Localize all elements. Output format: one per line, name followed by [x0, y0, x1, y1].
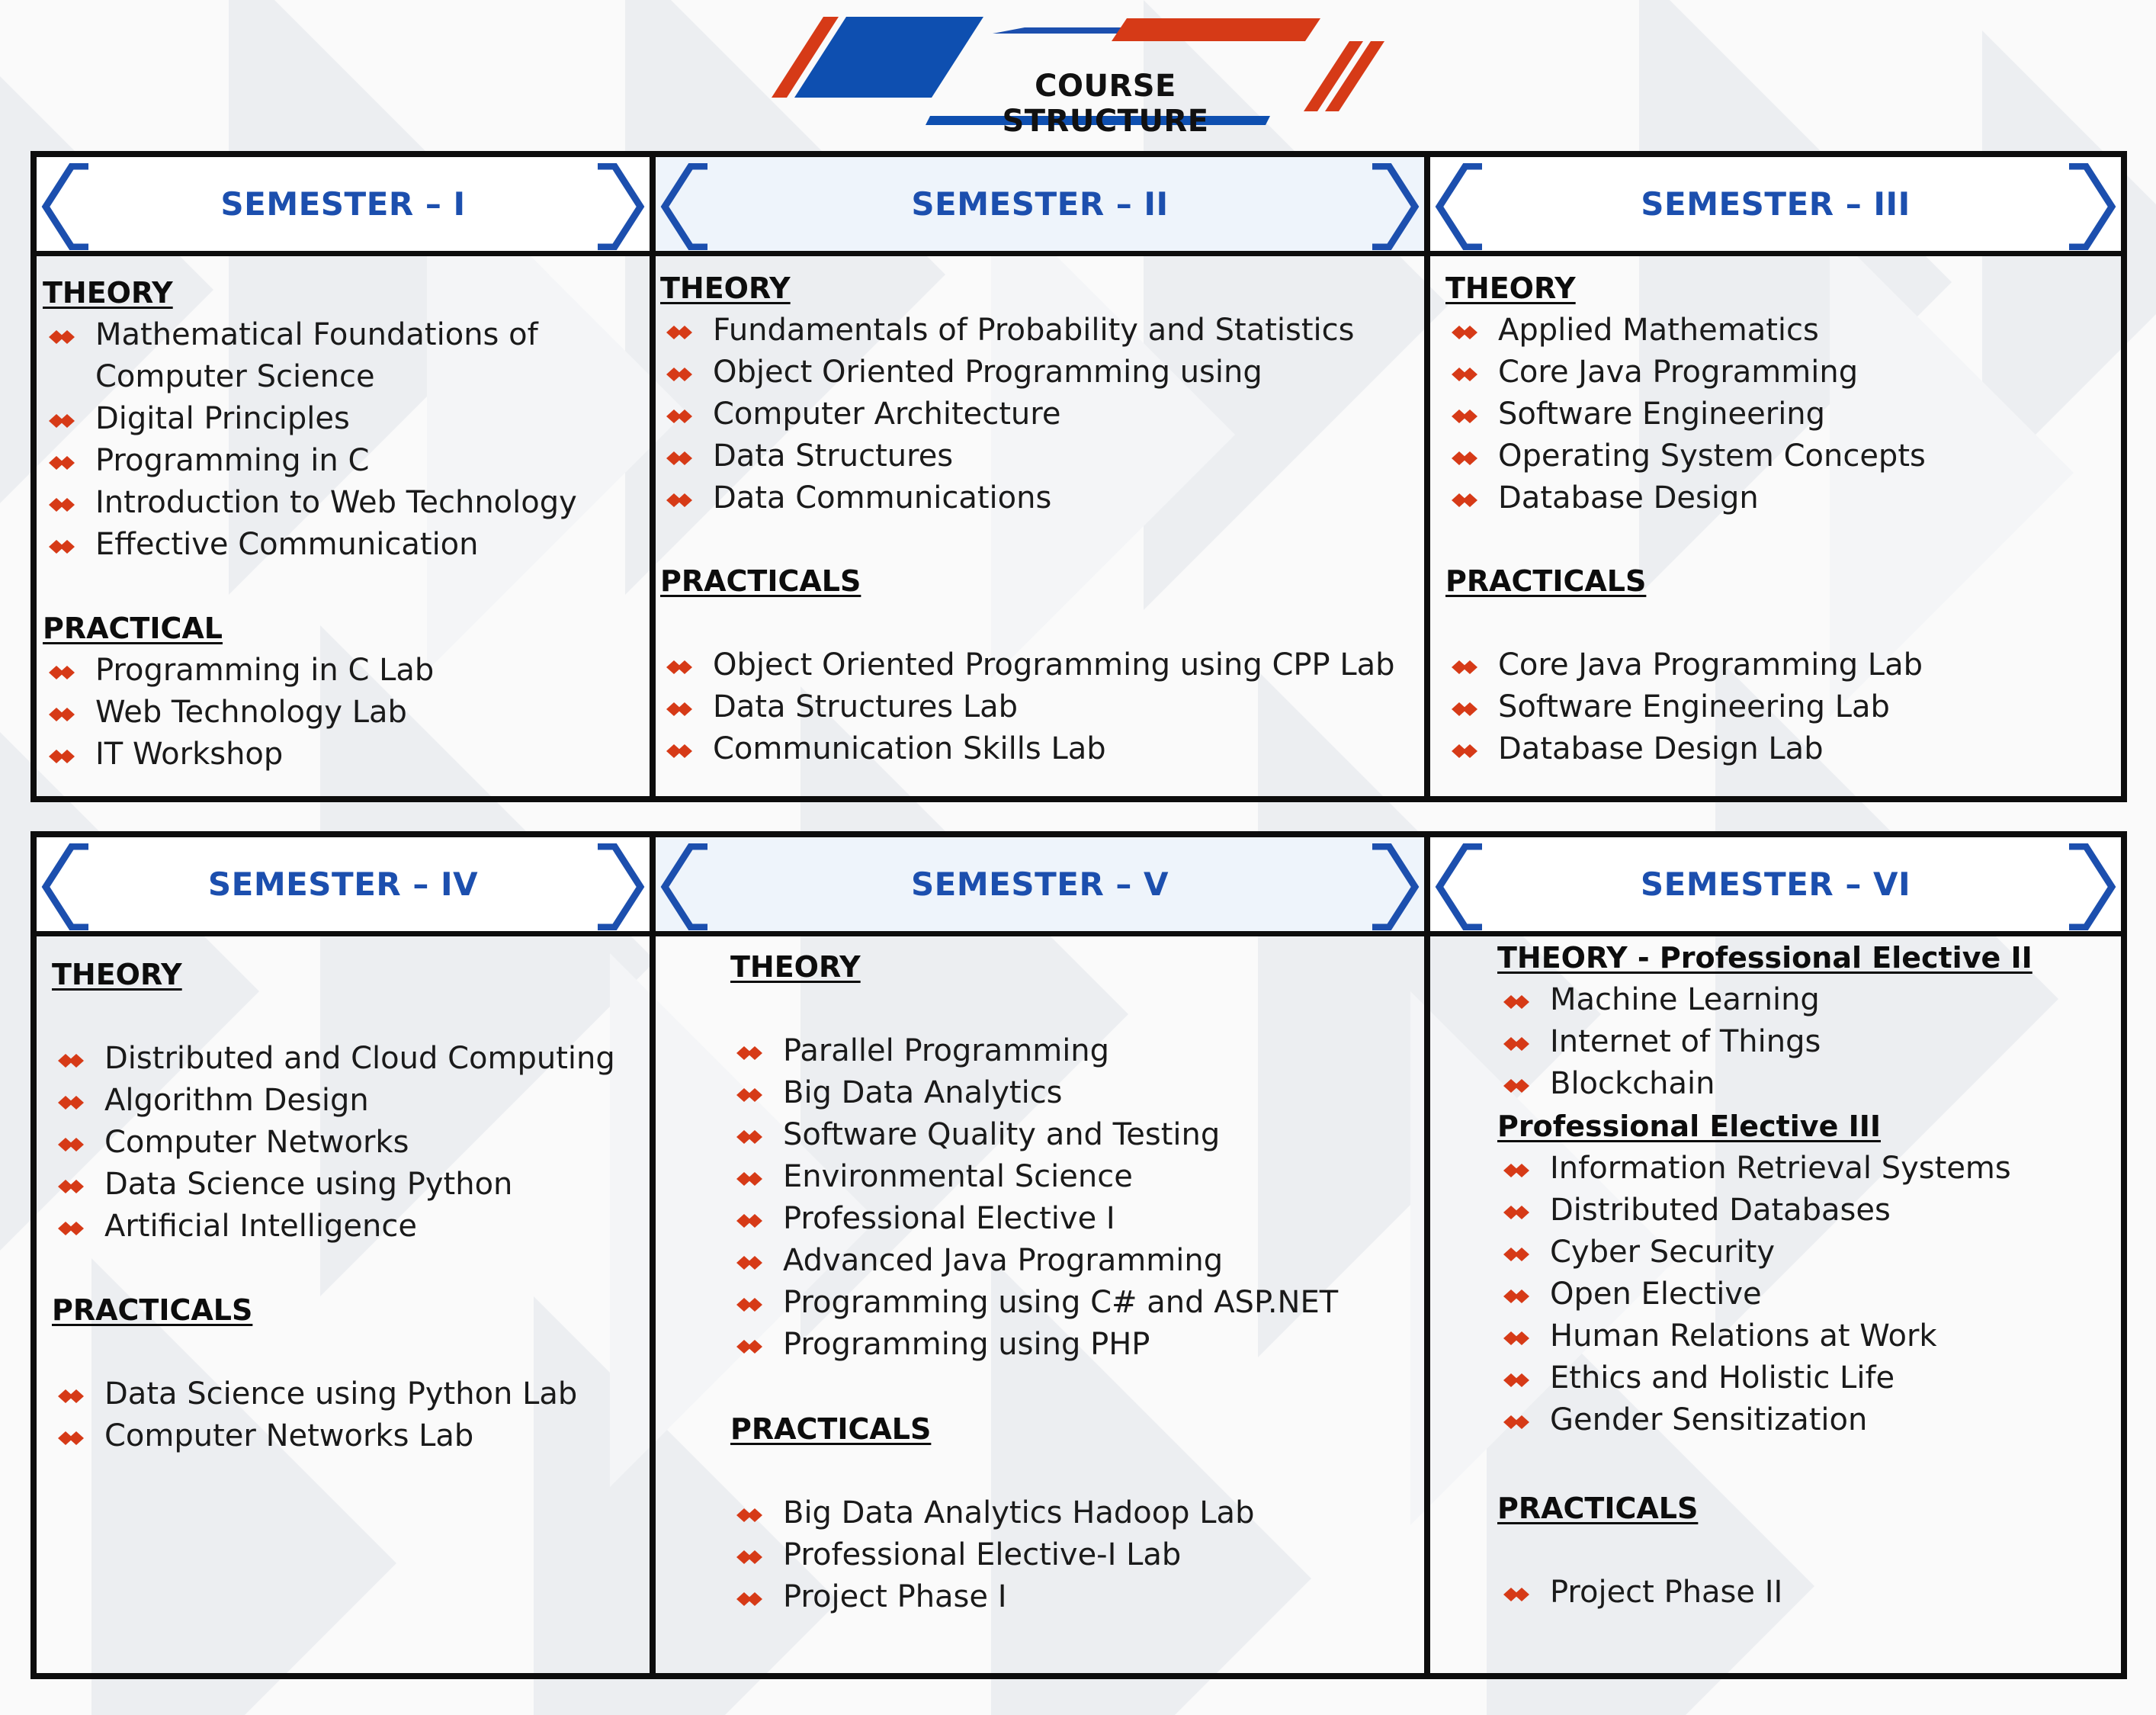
list-item: Applied Mathematics: [1445, 310, 2116, 352]
course-list: [730, 1030, 1416, 1366]
course-list: [660, 644, 1423, 770]
list-item: Information Retrieval Systems: [1497, 1148, 2115, 1190]
section-title: THEORY: [52, 958, 182, 991]
double-chevron-right-icon: [47, 748, 76, 765]
list-item: Software Quality and Testing: [730, 1114, 1416, 1156]
double-chevron-right-icon: [735, 1212, 764, 1229]
double-chevron-right-icon: [1450, 492, 1479, 509]
double-chevron-right-icon: [56, 1178, 85, 1195]
list-item: IT Workshop: [43, 734, 637, 776]
double-chevron-right-icon: [56, 1136, 85, 1153]
list-item: Data Structures Lab: [660, 686, 1423, 728]
list-item: Operating System Concepts: [1445, 435, 2116, 477]
double-chevron-right-icon: [47, 706, 76, 723]
semester-6-body: [1430, 936, 2121, 1673]
section-title: PRACTICAL: [43, 612, 223, 645]
double-chevron-right-icon: [56, 1388, 85, 1405]
semester-1-header: [37, 157, 656, 256]
list-item: Big Data Analytics: [730, 1072, 1416, 1114]
double-chevron-right-icon: [1502, 1288, 1531, 1305]
course-list: [730, 1492, 1416, 1618]
semester-title: SEMESTER – VI: [1640, 866, 1911, 903]
section-title: THEORY: [730, 950, 861, 984]
list-item: Distributed Databases: [1497, 1190, 2115, 1232]
list-item: Programming in C Lab: [43, 650, 637, 692]
double-chevron-right-icon: [665, 743, 694, 760]
list-item: Database Design Lab: [1445, 728, 2116, 770]
course-list: [1445, 644, 2116, 770]
list-item: Data Communications: [660, 477, 1423, 519]
semester-grid-bottom: [30, 831, 2127, 1679]
section-title: THEORY: [660, 271, 791, 305]
double-chevron-right-icon: [735, 1591, 764, 1607]
list-item: Core Java Programming: [1445, 352, 2116, 393]
semester-5-header: [656, 837, 1430, 936]
left-bracket-icon: [660, 163, 714, 250]
list-item: Human Relations at Work: [1497, 1315, 2115, 1357]
list-item: Cyber Security: [1497, 1232, 2115, 1273]
semester-title: SEMESTER – III: [1641, 185, 1911, 223]
double-chevron-right-icon: [47, 454, 76, 471]
section-title: THEORY - Professional Elective II: [1497, 941, 2032, 975]
list-item: Object Oriented Programming using: [660, 352, 1423, 393]
double-chevron-right-icon: [47, 413, 76, 429]
double-chevron-right-icon: [1502, 1246, 1531, 1263]
right-bracket-icon: [2063, 163, 2116, 250]
course-list: [1497, 979, 2115, 1105]
list-item: Object Oriented Programming using CPP Lab: [660, 644, 1423, 686]
double-chevron-right-icon: [665, 492, 694, 509]
left-bracket-icon: [1435, 163, 1488, 250]
list-item: Programming using PHP: [730, 1324, 1416, 1366]
semester-title: SEMESTER – IV: [207, 866, 479, 903]
right-bracket-icon: [592, 163, 645, 250]
semester-2-body: [656, 256, 1430, 796]
semester-1-body: [37, 256, 656, 796]
practical-section: [52, 1289, 646, 1457]
page-title: COURSE STRUCTURE: [1002, 69, 1209, 139]
list-item: Database Design: [1445, 477, 2116, 519]
section-title: PRACTICALS: [1445, 564, 1647, 598]
list-item: Advanced Java Programming: [730, 1240, 1416, 1282]
double-chevron-right-icon: [1450, 324, 1479, 341]
theory-section: [52, 953, 646, 1248]
double-chevron-right-icon: [1450, 366, 1479, 383]
list-item: Ethics and Holistic Life: [1497, 1357, 2115, 1399]
list-item: Digital Principles: [43, 398, 637, 440]
list-item: Software Engineering: [1445, 393, 2116, 435]
double-chevron-right-icon: [1450, 659, 1479, 676]
double-chevron-right-icon: [735, 1045, 764, 1061]
double-chevron-right-icon: [1450, 701, 1479, 718]
double-chevron-right-icon: [1502, 1162, 1531, 1179]
course-list: [1445, 310, 2116, 519]
section-title: Professional Elective III: [1497, 1110, 1881, 1143]
semester-5-body: [656, 936, 1430, 1673]
section-title: PRACTICALS: [52, 1293, 253, 1327]
semester-title: SEMESTER – I: [220, 185, 466, 223]
list-item: Computer Networks: [52, 1122, 646, 1164]
double-chevron-right-icon: [1502, 1036, 1531, 1052]
double-chevron-right-icon: [665, 366, 694, 383]
course-list: [43, 650, 637, 776]
section-title: THEORY: [1445, 271, 1576, 305]
double-chevron-right-icon: [735, 1296, 764, 1313]
list-item: Fundamentals of Probability and Statistics: [660, 310, 1423, 352]
double-chevron-right-icon: [735, 1549, 764, 1566]
practical-section: [730, 1408, 1416, 1618]
course-list: [660, 310, 1423, 519]
list-item: Project Phase II: [1497, 1572, 2115, 1614]
list-item: Mathematical Foundations of Computer Science: [43, 314, 583, 398]
double-chevron-right-icon: [665, 408, 694, 425]
list-item: Machine Learning: [1497, 979, 2115, 1021]
double-chevron-right-icon: [735, 1254, 764, 1271]
list-item: Project Phase I: [730, 1576, 1416, 1618]
double-chevron-right-icon: [47, 538, 76, 555]
list-item: Data Science using Python Lab: [52, 1373, 646, 1415]
double-chevron-right-icon: [735, 1507, 764, 1524]
semester-3-header: [1430, 157, 2121, 256]
list-item: Internet of Things: [1497, 1021, 2115, 1063]
list-item: Communication Skills Lab: [660, 728, 1423, 770]
list-item: Programming in C: [43, 440, 637, 482]
semester-4-header: [37, 837, 656, 936]
semester-6-header: [1430, 837, 2121, 936]
practical-section: [1497, 1487, 2115, 1614]
double-chevron-right-icon: [1450, 743, 1479, 760]
list-item: Software Engineering Lab: [1445, 686, 2116, 728]
list-item: Algorithm Design: [52, 1080, 646, 1122]
list-item: Parallel Programming: [730, 1030, 1416, 1072]
theory-section: [1445, 267, 2116, 519]
double-chevron-right-icon: [735, 1338, 764, 1355]
course-list: [43, 314, 637, 566]
section-title: PRACTICALS: [660, 564, 861, 598]
course-list: [1497, 1572, 2115, 1614]
list-item: Introduction to Web Technology: [43, 482, 637, 524]
list-item: Environmental Science: [730, 1156, 1416, 1198]
course-list: [1497, 1148, 2115, 1441]
right-bracket-icon: [1366, 163, 1420, 250]
list-item: Data Science using Python: [52, 1164, 646, 1206]
left-bracket-icon: [41, 163, 95, 250]
double-chevron-right-icon: [1450, 408, 1479, 425]
list-item: Data Structures: [660, 435, 1423, 477]
list-item: Gender Sensitization: [1497, 1399, 2115, 1441]
double-chevron-right-icon: [1502, 1077, 1531, 1094]
left-bracket-icon: [660, 843, 714, 930]
semester-4-body: [37, 936, 656, 1673]
double-chevron-right-icon: [665, 659, 694, 676]
left-bracket-icon: [1435, 843, 1488, 930]
double-chevron-right-icon: [47, 329, 76, 345]
double-chevron-right-icon: [56, 1094, 85, 1111]
section-title: THEORY: [43, 276, 173, 310]
double-chevron-right-icon: [735, 1171, 764, 1187]
practical-section: [43, 607, 637, 776]
theory-section: [730, 946, 1416, 1366]
double-chevron-right-icon: [1502, 1586, 1531, 1603]
double-chevron-right-icon: [1502, 1204, 1531, 1221]
list-item: Blockchain: [1497, 1063, 2115, 1105]
section-title: PRACTICALS: [730, 1412, 932, 1446]
list-item: Professional Elective I: [730, 1198, 1416, 1240]
semester-title: SEMESTER – II: [911, 185, 1169, 223]
list-item: Computer Architecture: [660, 393, 1423, 435]
semester-grid-top: [30, 151, 2127, 802]
right-bracket-icon: [2063, 843, 2116, 930]
list-item: Artificial Intelligence: [52, 1206, 646, 1248]
double-chevron-right-icon: [665, 450, 694, 467]
course-list: [52, 1373, 646, 1457]
list-item: Programming using C# and ASP.NET: [730, 1282, 1416, 1324]
double-chevron-right-icon: [1502, 1372, 1531, 1389]
double-chevron-right-icon: [1450, 450, 1479, 467]
double-chevron-right-icon: [665, 701, 694, 718]
double-chevron-right-icon: [1502, 1414, 1531, 1431]
course-list: [52, 1038, 646, 1248]
double-chevron-right-icon: [47, 496, 76, 513]
right-bracket-icon: [592, 843, 645, 930]
list-item: Big Data Analytics Hadoop Lab: [730, 1492, 1416, 1534]
practical-section: [660, 560, 1423, 770]
list-item: Core Java Programming Lab: [1445, 644, 2116, 686]
left-bracket-icon: [41, 843, 95, 930]
right-bracket-icon: [1366, 843, 1420, 930]
semester-3-body: [1430, 256, 2121, 796]
double-chevron-right-icon: [47, 664, 76, 681]
double-chevron-right-icon: [56, 1220, 85, 1237]
list-item: Effective Communication: [43, 524, 637, 566]
double-chevron-right-icon: [56, 1052, 85, 1069]
list-item: Open Elective: [1497, 1273, 2115, 1315]
list-item: Web Technology Lab: [43, 692, 637, 734]
double-chevron-right-icon: [1502, 994, 1531, 1010]
elective-ii-section: [1497, 936, 2115, 1441]
double-chevron-right-icon: [56, 1430, 85, 1447]
course-structure-header: [732, 11, 1418, 139]
theory-section: [43, 271, 637, 566]
double-chevron-right-icon: [735, 1087, 764, 1103]
practical-section: [1445, 560, 2116, 770]
double-chevron-right-icon: [735, 1129, 764, 1145]
section-title: PRACTICALS: [1497, 1492, 1699, 1525]
list-item: Distributed and Cloud Computing: [52, 1038, 646, 1080]
double-chevron-right-icon: [1502, 1330, 1531, 1347]
semester-2-header: [656, 157, 1430, 256]
theory-section: [660, 267, 1423, 519]
list-item: Professional Elective-I Lab: [730, 1534, 1416, 1576]
double-chevron-right-icon: [665, 324, 694, 341]
semester-title: SEMESTER – V: [910, 866, 1169, 903]
list-item: Computer Networks Lab: [52, 1415, 646, 1457]
